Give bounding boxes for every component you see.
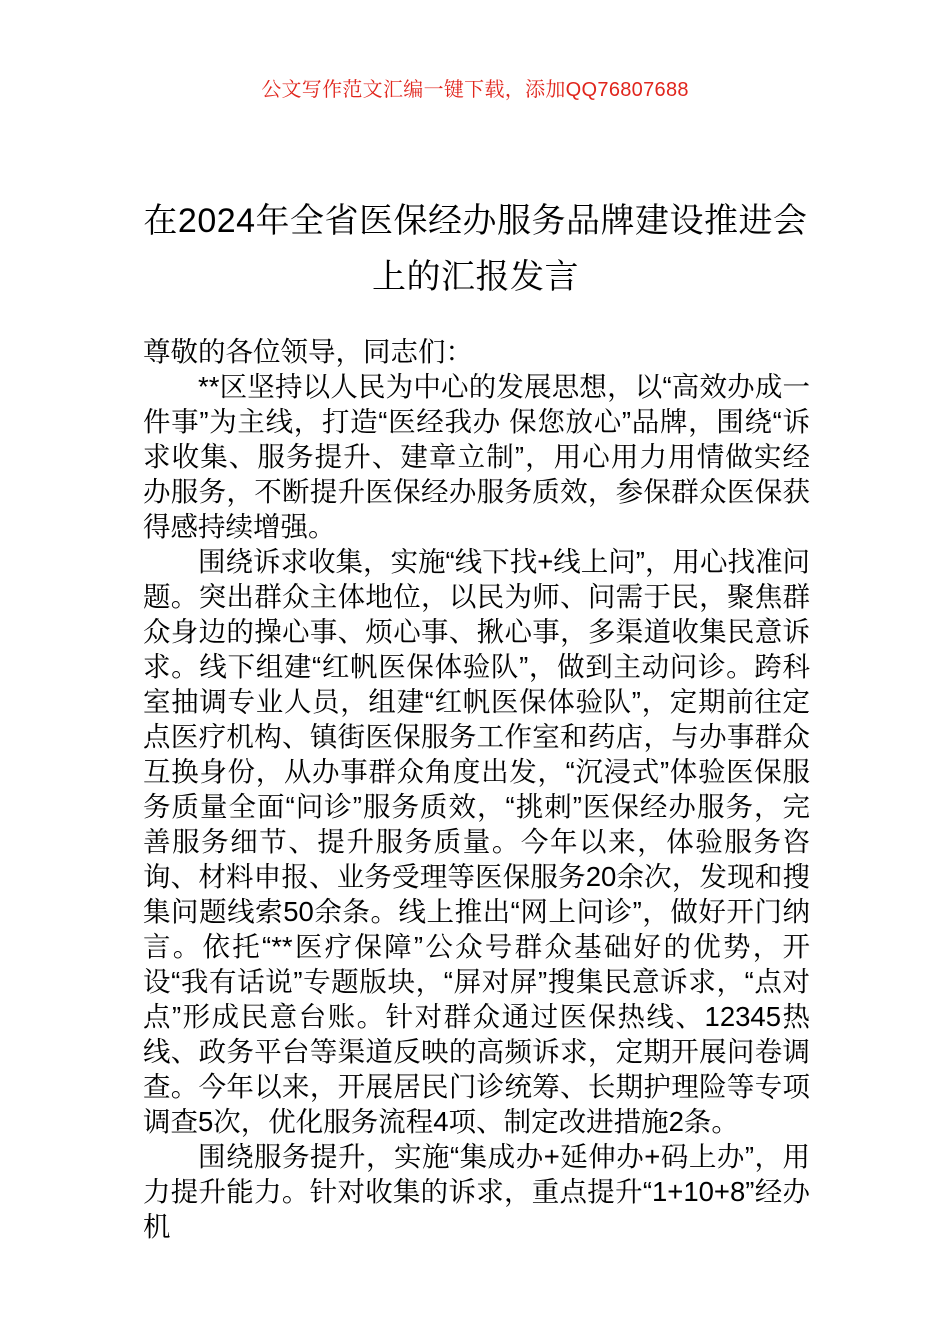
salutation: 尊敬的各位领导，同志们：: [143, 336, 473, 367]
body-paragraph: **区坚持以人民为中心的发展思想，以“高效办成一件事”为主线，打造“医经我办 保您放心”品牌，围绕“诉求收集、服务提升、建章立制”，用心用力用情做实经办服务，不断提升医保经办服务质效，参保群众医保获得感持续增强。: [143, 371, 810, 542]
promo-banner-text: 公文写作范文汇编一键下载，添加QQ76807688: [261, 79, 689, 101]
promo-banner: [0, 80, 950, 100]
page-title: 在2024年全省医保经办服务品牌建设推进会上的汇报发言: [143, 201, 808, 296]
body-paragraph: 围绕诉求收集，实施“线下找+线上问”，用心找准问题。突出群众主体地位，以民为师、问需于民，聚焦群众身边的操心事、烦心事、揪心事，多渠道收集民意诉求。线下组建“红帆医保体验队”，做到主动问诊。跨科室抽调专业人员，组建“红帆医保体验队”，定期前往定点医疗机构、镇街医保服务工作室和药店，与办事群众互换身份，从办事群众角度出发，“沉浸式”体验医保服务质量全面“问诊”服务质效，“挑刺”医保经办服务，完善服务细节、提升服务质量。今年以来，体验服务咨询、材料申报、业务受理等医保服务20余次，发现和搜集问题线索50余条。线上推出“网上问诊”，做好开门纳言。依托“**医疗保障”公众号群众基础好的优势，开设“我有话说”专题版块，“屏对屏”搜集民意诉求，“点对点”形成民意台账。针对群众通过医保热线、12345热线、政务平台等渠道反映的高频诉求，定期开展问卷调查。今年以来，开展居民门诊统筹、长期护理险等专项调查5次，优化服务流程4项、制定改进措施2条。: [143, 546, 810, 1137]
document-body: [143, 334, 810, 1244]
body-paragraph: 围绕服务提升，实施“集成办+延伸办+码上办”，用力提升能力。针对收集的诉求，重点提升“1+10+8”经办机: [143, 1141, 810, 1242]
